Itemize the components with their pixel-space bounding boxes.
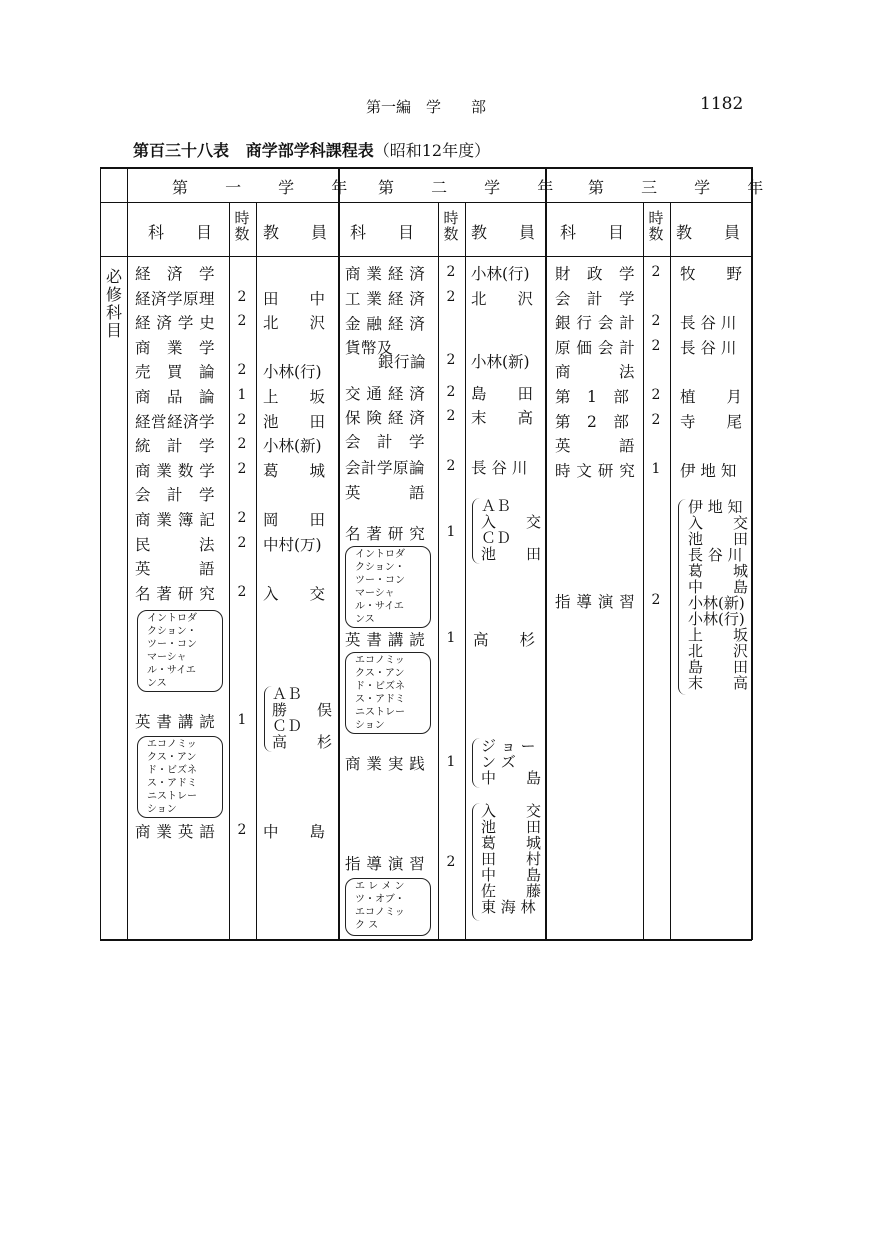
col-subject-y2: 科 目: [350, 223, 415, 242]
subject-cell: 商 品 論: [135, 388, 216, 406]
teacher-cell: 小林(行): [471, 265, 530, 283]
subject-cell: 財 政 学: [555, 265, 636, 283]
header-divider-1: [100, 202, 752, 203]
y2-shido-brace: [472, 803, 481, 921]
hours-cell: 2: [237, 460, 247, 477]
subject-cell: 経営経済学: [135, 412, 216, 431]
y3-shido-teachers: 伊 地 知 入 交 池 田 長 谷 川 葛 城 中 島 小林(新) 小林(行) 上 坂 北 沢 島 田 末 高: [688, 498, 749, 692]
subject-cell: 保 険 経 済: [345, 409, 426, 427]
y2-note1: イントロダ クション・ ツー・コン マーシャ ル・サイエ ンス: [355, 549, 405, 625]
y2-jissen-teachers: ジ ョ ー ン ズ 中 島: [481, 737, 542, 787]
teacher-cell: 牧 野: [680, 265, 743, 283]
y2-shido-hours: 2: [446, 854, 456, 870]
hours-cell: 2: [651, 387, 661, 403]
teacher-cell: 北 沢: [471, 290, 534, 308]
y2-jissen-hours: 1: [446, 754, 456, 770]
teacher-cell: 伊 地 知: [680, 461, 737, 480]
subject-cell: 時 文 研 究: [555, 461, 636, 480]
y2-shido-subject: 指 導 演 習: [345, 855, 426, 873]
subject-cell: 英 語: [135, 560, 216, 579]
col-teacher-y3: 教 員: [676, 223, 741, 242]
y3-shido-brace: [678, 499, 687, 695]
subject-cell: 銀行論: [378, 353, 427, 371]
hours-cell: 2: [446, 289, 456, 305]
hours-cell: 2: [446, 408, 456, 424]
subject-cell: 金 融 経 済: [345, 315, 426, 333]
hours-cell: 2: [651, 411, 661, 428]
col-hours-y1: 時数: [234, 209, 250, 243]
subject-cell: 英 語: [555, 437, 636, 456]
hours-cell: 2: [446, 458, 456, 474]
subject-cell: 統 計 学: [135, 437, 216, 456]
subject-cell: 原 価 会 計: [555, 338, 636, 357]
y2-jissen-subject: 商 業 実 践: [345, 755, 426, 773]
y2-eisho-teacher: 高 杉: [473, 631, 536, 649]
y1-shogyoeigo-subject: 商 業 英 語: [135, 823, 216, 841]
hours-cell: 2: [237, 436, 247, 453]
y3-shido-hours: 2: [651, 592, 661, 608]
teacher-cell: 植 月: [680, 388, 743, 406]
teacher-cell: 池 田: [263, 412, 326, 431]
subject-cell: 第 2 部: [555, 412, 630, 431]
col-teacher-y1: 教 員: [263, 223, 328, 242]
year-header-3: 第 三 学 年: [588, 178, 780, 197]
subject-cell: 商 業 経 済: [345, 265, 426, 283]
subject-cell: 経済学原理: [135, 289, 216, 308]
subject-cell: 民 法: [135, 535, 216, 554]
subject-cell: 商 業 数 学: [135, 461, 216, 480]
table-top-border: [100, 167, 752, 169]
hours-cell: 2: [237, 411, 247, 428]
table-bottom-border: [100, 939, 752, 941]
hours-cell: 2: [446, 384, 456, 400]
hours-cell: 2: [446, 352, 456, 368]
y1-eisho-subject: 英 書 講 読: [135, 713, 216, 731]
table-right-border: [751, 167, 753, 940]
teacher-cell: 上 坂: [263, 388, 326, 406]
teacher-cell: 小林(行): [263, 363, 322, 382]
hours-cell: 2: [446, 264, 456, 280]
header-divider-2: [100, 256, 752, 257]
year-header-1: 第 一 学 年: [172, 178, 364, 197]
y1-note2: エコノミッ クス・アン ド・ビズネ ス・アドミ ニストレー ション: [147, 739, 197, 815]
teacher-cell: 末 高: [471, 409, 534, 427]
y2-meicho-subject: 名 著 研 究: [345, 525, 426, 543]
teacher-cell: 入 交: [263, 584, 326, 603]
running-header: 第一編 学 部: [366, 98, 487, 116]
teacher-cell: 島 田: [471, 385, 534, 403]
vline-side-right: [127, 167, 128, 940]
vline-year-sep-1: [338, 167, 340, 940]
subject-cell: 会計学原論: [345, 459, 426, 477]
hours-cell: 2: [237, 583, 247, 600]
hours-cell: 2: [237, 510, 247, 526]
teacher-cell: 小林(新): [471, 353, 530, 371]
subject-cell: 工 業 経 済: [345, 290, 426, 308]
subject-cell: 経 済 学: [135, 265, 216, 283]
hours-cell: 2: [237, 534, 247, 551]
y1-shogyoeigo-hours: 2: [237, 822, 247, 838]
teacher-cell: 長 谷 川: [680, 338, 737, 357]
col-subject-y1: 科 目: [148, 223, 213, 242]
y2-shido-teachers: 入 交 池 田 葛 城 田 村 中 島 佐 藤 東 海 林: [481, 802, 542, 916]
hours-cell: 1: [651, 460, 661, 477]
col-subject-y3: 科 目: [560, 223, 625, 242]
table-title: [133, 138, 490, 161]
teacher-cell: 田 中: [263, 289, 326, 308]
subject-cell: 商 業 簿 記: [135, 511, 216, 529]
hours-cell: 2: [651, 337, 661, 354]
y2-meicho-hours: 1: [446, 524, 456, 540]
subject-cell: 会 計 学: [135, 486, 216, 505]
subject-cell: 売 買 論: [135, 363, 216, 382]
subject-cell: 会 計 学: [555, 289, 636, 308]
table-number: 第百三十八表: [133, 141, 230, 160]
y1-eisho-hours: 1: [237, 712, 247, 728]
teacher-cell: 小林(新): [263, 437, 322, 456]
subject-cell: 貨幣及: [345, 339, 394, 357]
teacher-cell: 長 谷 川: [680, 314, 737, 333]
y3-shido-subject: 指 導 演 習: [555, 593, 636, 611]
teacher-cell: 葛 城: [263, 461, 326, 480]
y2-eisho-hours: 1: [446, 630, 456, 646]
hours-cell: 1: [237, 387, 247, 403]
vline-y1-hours-right: [256, 202, 257, 939]
hours-cell: 2: [651, 313, 661, 330]
hours-cell: 2: [237, 313, 247, 330]
subject-cell: 銀 行 会 計: [555, 314, 636, 333]
teacher-cell: 中村(万): [263, 535, 322, 554]
table-name: 商学部学科課程表: [245, 141, 374, 160]
hours-cell: 2: [237, 288, 247, 305]
y2-note2: エコノミッ クス・アン ド・ビズネ ス・アドミ ニストレー ション: [355, 655, 405, 731]
teacher-cell: 北 沢: [263, 314, 326, 333]
subject-cell: 名 著 研 究: [135, 584, 216, 603]
y2-ab-brace: [472, 498, 481, 564]
page-number: 1182: [700, 94, 744, 114]
vline-y2-hours-right: [465, 202, 466, 939]
subject-cell: 商 業 学: [135, 338, 216, 357]
hours-cell: 2: [237, 362, 247, 379]
vline-y2-hours-left: [438, 202, 439, 939]
y2-note3: エ レ メ ン ツ・オブ・ エコノミッ ク ス: [355, 881, 405, 931]
y2-ab-teachers: ＡＢ 入 交 ＣＤ 池 田: [481, 497, 542, 563]
hours-cell: 2: [651, 264, 661, 280]
subject-cell: 経 済 学 史: [135, 314, 216, 333]
col-hours-y3: 時数: [648, 209, 664, 243]
teacher-cell: 寺 尾: [680, 412, 743, 431]
vline-side-left: [100, 167, 101, 940]
vline-y3-hours-right: [670, 202, 671, 939]
subject-cell: 会 計 学: [345, 433, 426, 451]
table-year: （昭和12年度）: [373, 141, 491, 160]
vline-y1-hours-left: [229, 202, 230, 939]
vline-year-sep-2: [545, 167, 547, 940]
y2-eisho-subject: 英 書 講 読: [345, 631, 426, 649]
subject-cell: 商 法: [555, 363, 636, 382]
vline-y3-hours-left: [643, 202, 644, 939]
y1-shogyoeigo-teacher: 中 島: [263, 823, 326, 841]
y1-ab-teachers: ＡＢ 勝 俣 ＣＤ 高 杉: [272, 685, 333, 751]
y2-jissen-brace: [472, 738, 481, 788]
subject-cell: 交 通 経 済: [345, 385, 426, 403]
teacher-cell: 長 谷 川: [471, 459, 528, 477]
teacher-cell: 岡 田: [263, 511, 326, 529]
y1-note1: イントロダ クション・ ツー・コン マーシャ ル・サイエ ンス: [147, 613, 197, 689]
col-teacher-y2: 教 員: [471, 223, 536, 242]
side-label-required: 必修科目: [105, 267, 122, 340]
col-hours-y2: 時数: [443, 209, 459, 243]
subject-cell: 英 語: [345, 484, 426, 502]
year-header-2: 第 二 学 年: [378, 178, 570, 197]
subject-cell: 第 1 部: [555, 388, 630, 406]
